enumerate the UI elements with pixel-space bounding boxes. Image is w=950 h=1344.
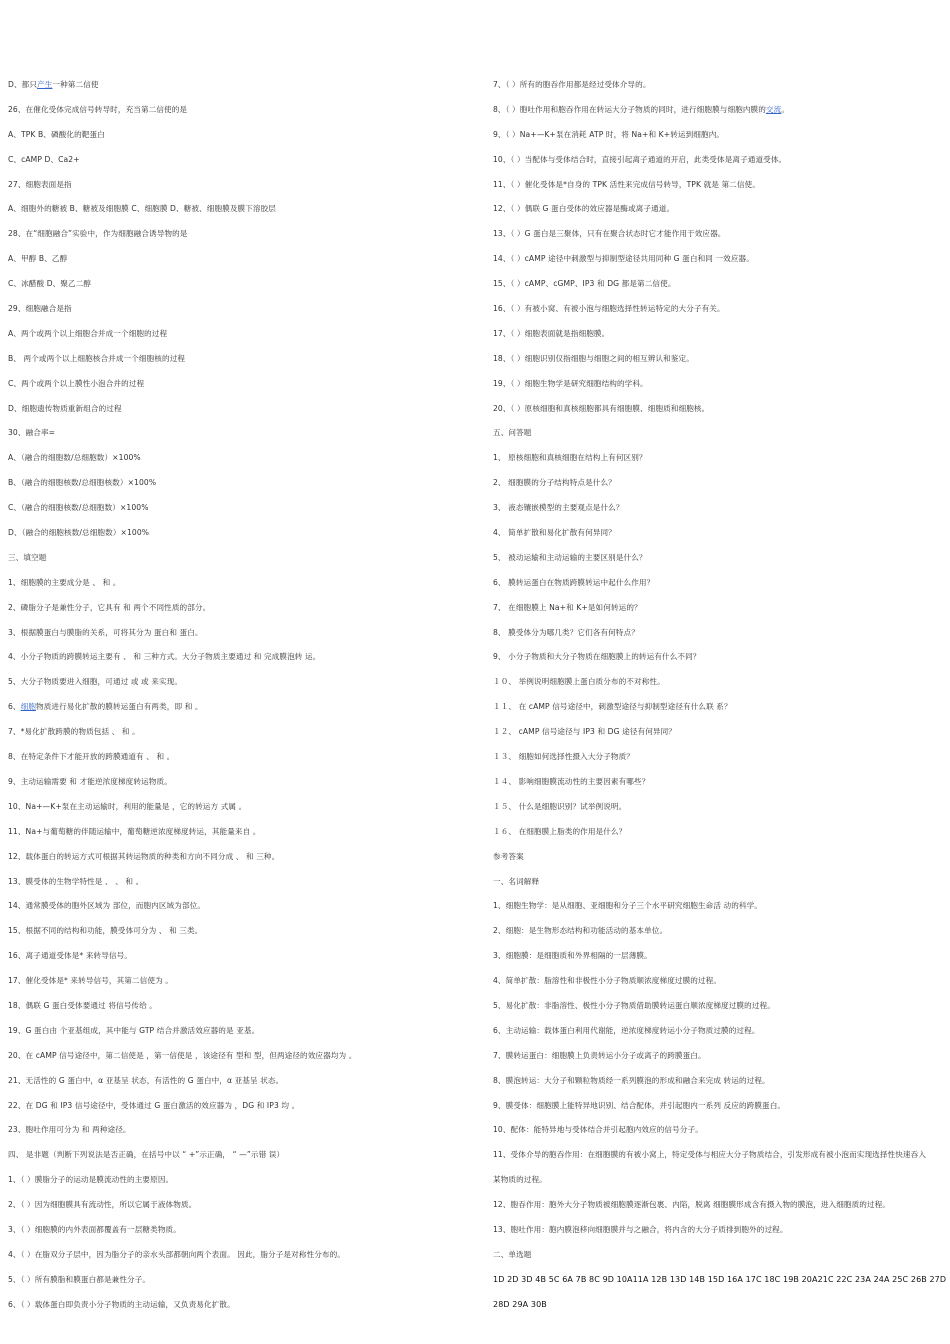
text-line	[493, 1221, 945, 1246]
line-text: 五、问答题	[493, 428, 532, 438]
line-text: 11、受体介导的胞吞作用：在细胞膜的有被小窝上，特定受体与相应大分子物质结合，引发形成有被小泡而实现选择性快速吞入	[493, 1150, 927, 1160]
line-text: 19、（ ）细胞生物学是研究细胞结构的学科。	[493, 378, 648, 388]
text-line	[8, 1047, 470, 1072]
text-line	[493, 424, 945, 449]
line-text: 9、 小分子物质和大分子物质在细胞膜上的转运有什么不同？	[493, 652, 701, 662]
line-text: 28D 29A 30B	[493, 1299, 547, 1309]
text-line	[493, 474, 945, 499]
text-line	[8, 574, 470, 599]
inline-link[interactable]: 产生	[37, 80, 53, 89]
line-text: 8、（ ）胞吐作用和胞吞作用在转运大分子物质的同时，进行细胞膜与细胞内膜的	[493, 104, 766, 114]
text-line	[493, 549, 945, 574]
text-line	[8, 499, 470, 524]
text-line	[493, 1121, 945, 1146]
line-text: 11、Na+与葡萄糖的伴随运输中，葡萄糖逆浓度梯度转运，其能量来自 。	[8, 826, 261, 836]
line-text: 4、简单扩散：脂溶性和非极性小分子物质顺浓度梯度过膜的过程。	[493, 976, 722, 986]
text-line	[493, 524, 945, 549]
line-text: 8、膜泡转运：大分子和颗粒物质经一系列膜泡的形成和融合来完成 转运的过程。	[493, 1075, 770, 1085]
line-text: 10、（ ）当配体与受体结合时，直接引起离子通道的开启，此类受体是离子通道受体。	[493, 154, 787, 164]
line-text: 13、（ ）G 蛋白是三聚体，只有在聚合状态时它才能作用于效应器。	[493, 229, 726, 239]
line-text: 17、（ ）细胞表面就是指细胞膜。	[493, 328, 610, 338]
line-text: C、cAMP D、Ca2+	[8, 154, 80, 164]
text-line	[8, 1246, 470, 1271]
line-text: 6、	[8, 702, 21, 712]
line-text: 5、易化扩散：非脂溶性、极性小分子物质借助膜转运蛋白顺浓度梯度过膜的过程。	[493, 1000, 775, 1010]
line-text: D、都只	[8, 80, 38, 89]
text-line	[8, 773, 470, 798]
line-text: 1、（ ）膜脂分子的运动是膜流动性的主要原因。	[8, 1175, 174, 1185]
text-line	[493, 300, 945, 325]
text-line	[8, 474, 470, 499]
text-line	[493, 823, 945, 848]
text-line	[493, 1271, 945, 1296]
line-text: 7、*易化扩散跨膜的物质包括 、 和 。	[8, 727, 140, 737]
line-text: 22、在 DG 和 IP3 信号途径中，受体通过 G 蛋白激活的效应器为 ，DG 和 IP3 均 。	[8, 1100, 300, 1110]
text-line	[8, 1171, 470, 1196]
line-text: 28、在“细胞融合”实验中，作为细胞融合诱导物的是	[8, 229, 188, 239]
text-line	[493, 499, 945, 524]
line-text: １０、 举例说明细胞膜上蛋白质分布的不对称性。	[493, 677, 665, 687]
text-line	[493, 897, 945, 922]
text-line	[8, 698, 470, 723]
line-text: C、冰醋酸 D、聚乙二醇	[8, 279, 92, 289]
text-line	[493, 922, 945, 947]
line-text: 10、Na+—K+泵在主动运输时，利用的能量是 ，它的转运方 式属 。	[8, 801, 247, 811]
text-line	[8, 997, 470, 1022]
text-line	[8, 1296, 470, 1321]
line-text: A、细胞外的糖被 B、糖被及细胞膜 C、细胞膜 D、糖被、细胞膜及膜下溶胶层	[8, 204, 276, 214]
text-line	[8, 648, 470, 673]
text-line	[8, 748, 470, 773]
line-text: 16、（ ）有被小窝、有被小泡与细胞选择性转运特定的大分子有关。	[493, 304, 725, 314]
text-line	[8, 947, 470, 972]
text-line	[493, 101, 945, 126]
text-line	[493, 698, 945, 723]
line-text: 3、根据膜蛋白与膜脂的关系，可将其分为 蛋白和 蛋白。	[8, 627, 203, 637]
line-text: 18、偶联 G 蛋白受体要通过 将信号传给 。	[8, 1000, 158, 1010]
text-line	[493, 1246, 945, 1271]
line-text: 5、 被动运输和主动运输的主要区别是什么？	[493, 552, 647, 562]
line-text: 20、在 cAMP 信号途径中，第二信使是 ，第一信使是 ，该途径有 型和 型，但两途径的效应器均为 。	[8, 1050, 357, 1060]
line-text: 6、主动运输：载体蛋白利用代谢能，逆浓度梯度转运小分子物质过膜的过程。	[493, 1025, 760, 1035]
text-line	[493, 151, 945, 176]
line-text: 四、 是非题（判断下列说法是否正确，在括号中以 “ +”示正确， “ —”示错 误）	[8, 1150, 285, 1160]
text-line	[8, 400, 470, 425]
line-text: 2、磷脂分子是兼性分子，它具有 和 两个不同性质的部分。	[8, 602, 211, 612]
text-line	[493, 325, 945, 350]
line-text: 1、细胞膜的主要成分是 、 和 。	[8, 577, 121, 587]
line-text: 11、（ ）催化受体是*自身的 TPK 活性来完成信号转导，TPK 就是 第二信使。	[493, 179, 760, 189]
line-text: 18、（ ）细胞识别仅指细胞与细胞之间的相互辨认和鉴定。	[493, 353, 694, 363]
line-text: 27、细胞表面是指	[8, 179, 72, 189]
text-line	[493, 200, 945, 225]
line-text: 12、（ ）偶联 G 蛋白受体的效应器是酶或离子通道。	[493, 204, 675, 214]
line-text: 10、配体：能特异地与受体结合并引起胞内效应的信号分子。	[493, 1125, 703, 1135]
text-line	[8, 549, 470, 574]
text-line	[8, 151, 470, 176]
text-line	[8, 449, 470, 474]
text-line	[8, 1121, 470, 1146]
line-text: 14、（ ）cAMP 途径中刺激型与抑制型途径共用同种 G 蛋白和同 一效应器。	[493, 254, 754, 264]
line-text: 7、 在细胞膜上 Na+和 K+是如何转运的？	[493, 602, 642, 612]
text-line	[8, 200, 470, 225]
line-text: 8、 膜受体分为哪几类？它们各有何特点？	[493, 627, 639, 637]
line-text: １４、 影响细胞膜流动性的主要因素有哪些？	[493, 776, 650, 786]
line-text: C、两个或两个以上膜性小泡合并的过程	[8, 378, 145, 388]
text-line	[493, 1022, 945, 1047]
text-line	[8, 1271, 470, 1296]
line-text-tail: 物质进行易化扩散的膜转运蛋白有两类，即 和 。	[36, 702, 203, 712]
text-line	[493, 76, 945, 101]
text-line	[8, 375, 470, 400]
text-line	[8, 1146, 470, 1171]
line-text: C、（融合的细胞核数/总细胞数）×100%	[8, 503, 149, 513]
text-line	[8, 424, 470, 449]
text-line	[8, 300, 470, 325]
line-text: 9、主动运输需要 和 才能逆浓度梯度转运物质。	[8, 776, 172, 786]
line-text: 1、细胞生物学：是从细胞、亚细胞和分子三个水平研究细胞生命活 动的科学。	[493, 901, 763, 911]
line-text: 23、胞吐作用可分为 和 两种途径。	[8, 1125, 131, 1135]
line-text: 12、载体蛋白的转运方式可根据其转运物质的种类和方向不同分成 、 和 三种。	[8, 851, 280, 861]
line-text: 2、（ ）因为细胞膜具有流动性，所以它属于液体物质。	[8, 1200, 197, 1210]
line-text: １６、 在细胞膜上脂类的作用是什么？	[493, 826, 627, 836]
text-line	[493, 723, 945, 748]
text-line	[8, 225, 470, 250]
line-text: 29、细胞融合是指	[8, 304, 72, 314]
text-line	[8, 873, 470, 898]
text-line	[493, 1196, 945, 1221]
inline-link[interactable]: 细胞	[20, 702, 37, 712]
line-text: 4、 简单扩散和易化扩散有何异同？	[493, 528, 616, 538]
text-line	[493, 748, 945, 773]
text-line	[8, 848, 470, 873]
line-text: D、（融合的细胞核数/总细胞数）×100%	[8, 528, 150, 538]
line-text: 14、通常膜受体的胞外区域为 部位，而胞内区域为部位。	[8, 901, 206, 911]
text-line	[8, 972, 470, 997]
line-text: B、（融合的细胞核数/总细胞核数）×100%	[8, 478, 157, 488]
text-line	[8, 922, 470, 947]
line-text: 参考答案	[493, 851, 524, 861]
line-text: 13、膜受体的生物学特性是 、 、 和 。	[8, 876, 144, 886]
text-line	[493, 848, 945, 873]
line-text: 2、细胞：是生物形态结构和功能活动的基本单位。	[493, 926, 668, 936]
line-text: 7、膜转运蛋白：细胞膜上负责转运小分子或离子的跨膜蛋白。	[493, 1050, 706, 1060]
text-line	[493, 126, 945, 151]
text-line	[493, 574, 945, 599]
text-line	[493, 1072, 945, 1097]
text-line	[8, 176, 470, 201]
line-text: 13、胞吐作用：胞内膜泡移向细胞膜并与之融合，将内含的大分子质排到胞外的过程。	[493, 1224, 788, 1234]
text-line	[493, 275, 945, 300]
line-text: 16、离子通道受体是* 来转导信号。	[8, 951, 132, 961]
text-line	[8, 1196, 470, 1221]
text-line	[493, 773, 945, 798]
line-text: B、 两个或两个以上细胞核合并成一个细胞核的过程	[8, 353, 186, 363]
line-text: 8、在特定条件下才能开放的跨膜通道有 、 和 。	[8, 752, 175, 762]
line-text: 6、 膜转运蛋白在物质跨膜转运中起什么作用？	[493, 577, 655, 587]
text-line	[493, 1146, 945, 1171]
line-text: A、（融合的细胞数/总细胞数）×100%	[8, 453, 141, 463]
line-text: 5、（ ）所有膜脂和膜蛋白都是兼性分子。	[8, 1274, 151, 1284]
line-text: 21、无活性的 G 蛋白中，α 亚基呈 状态，有活性的 G 蛋白中，α 亚基呈 状态。	[8, 1075, 284, 1085]
line-text: 20、（ ）原核细胞和真核细胞都具有细胞膜、细胞质和细胞核。	[493, 403, 710, 413]
line-text: 二、单选题	[493, 1249, 532, 1259]
text-line	[493, 225, 945, 250]
text-line	[8, 823, 470, 848]
line-text: 三、填空题	[8, 552, 47, 562]
text-line	[8, 1221, 470, 1246]
text-line	[8, 599, 470, 624]
text-line	[493, 1296, 945, 1321]
line-text: A、甲醇 B、乙醇	[8, 254, 68, 264]
line-text-tail: 一种第二信使	[52, 80, 99, 89]
line-text: 2、 细胞膜的分子结构特点是什么？	[493, 478, 616, 488]
text-line	[493, 997, 945, 1022]
text-line	[493, 648, 945, 673]
line-text-tail: 。	[781, 104, 790, 114]
line-text: 17、催化受体是* 来转导信号，其第二信使为 。	[8, 976, 173, 986]
text-line	[8, 325, 470, 350]
text-line	[493, 947, 945, 972]
line-text: 3、（ ）细胞膜的内外表面都覆盖有一层糖类物质。	[8, 1224, 181, 1234]
text-line	[493, 375, 945, 400]
line-text: 一、名词解释	[493, 876, 540, 886]
text-line	[8, 76, 470, 101]
text-line	[8, 897, 470, 922]
text-line	[8, 1072, 470, 1097]
line-text: 26、在催化受体完成信号转导时，充当第二信使的是	[8, 104, 188, 114]
right-column	[493, 76, 945, 1321]
text-line	[8, 798, 470, 823]
text-line	[8, 524, 470, 549]
text-line	[8, 624, 470, 649]
line-text: 30、融合率=	[8, 428, 56, 438]
line-text: 5、大分子物质要进入细胞，可通过 或 或 来实现。	[8, 677, 183, 687]
line-text: D、细胞遗传物质重新组合的过程	[8, 403, 122, 413]
text-line	[8, 275, 470, 300]
text-line	[493, 1047, 945, 1072]
line-text: 12、胞吞作用：胞外大分子物质被细胞膜逐渐包裹、内陷，脱离 细胞膜形成含有摄入物的膜泡，进入细胞质的过程。	[493, 1200, 891, 1210]
line-text: A、TPK B、磷酸化的靶蛋白	[8, 129, 105, 139]
line-text: 某物质的过程。	[493, 1175, 547, 1185]
line-text: 9、膜受体：细胞膜上能特异地识别、结合配体，并引起胞内一系列 反应的跨膜蛋白。	[493, 1100, 786, 1110]
line-text: 3、细胞膜：是细胞质和外界相隔的一层薄膜。	[493, 951, 652, 961]
line-text: １１、 在 cAMP 信号途径中，刺激型途径与抑制型途径有什么联 系？	[493, 702, 732, 712]
line-text: 1、 原核细胞和真核细胞在结构上有何区别？	[493, 453, 647, 463]
line-text: １２、 cAMP 信号途径与 IP3 和 DG 途径有何异同？	[493, 727, 676, 737]
text-line	[8, 101, 470, 126]
line-text: １５、 什么是细胞识别？试举例说明。	[493, 801, 627, 811]
line-text: 19、G 蛋白由 个亚基组成，其中能与 GTP 结合并激活效应器的是 亚基。	[8, 1025, 260, 1035]
text-line	[8, 1022, 470, 1047]
line-text: 15、根据不同的结构和功能，膜受体可分为 、 和 三类。	[8, 926, 203, 936]
line-text: A、两个或两个以上细胞合并成一个细胞的过程	[8, 328, 168, 338]
text-line	[493, 176, 945, 201]
inline-link[interactable]: 交流	[765, 104, 782, 114]
line-text: 6、（ ）载体蛋白即负责小分子物质的主动运输，又负责易化扩散。	[8, 1299, 235, 1309]
text-line	[8, 350, 470, 375]
text-line	[493, 400, 945, 425]
text-line	[8, 723, 470, 748]
line-text: 4、（ ）在脂双分子层中，因为脂分子的亲水头部都朝向两个表面。 因此，脂分子是对称性分布的。	[8, 1249, 345, 1259]
text-line	[493, 350, 945, 375]
text-line	[8, 250, 470, 275]
text-line	[8, 673, 470, 698]
line-text: 3、 液态镶嵌模型的主要观点是什么？	[493, 503, 624, 513]
text-line	[493, 624, 945, 649]
line-text: 7、（ ）所有的胞吞作用都是经过受体介导的。	[493, 80, 651, 89]
text-line	[493, 250, 945, 275]
text-line	[493, 1097, 945, 1122]
text-line	[493, 798, 945, 823]
text-line	[493, 673, 945, 698]
left-column	[8, 76, 470, 1321]
text-line	[493, 972, 945, 997]
text-line	[493, 599, 945, 624]
text-line	[8, 126, 470, 151]
text-line	[493, 873, 945, 898]
line-text: 15、（ ）cAMP、cGMP、IP3 和 DG 都是第二信使。	[493, 279, 676, 289]
text-line	[8, 1097, 470, 1122]
text-line	[493, 1171, 945, 1196]
line-text: 9、（ ）Na+—K+泵在消耗 ATP 时，将 Na+和 K+转运到细胞内。	[493, 129, 725, 139]
text-line	[493, 449, 945, 474]
line-text: 1D 2D 3D 4B 5C 6A 7B 8C 9D 10A11A 12B 13D 14B 15D 16A 17C 18C 19B 20A21C 22C 23A 24A 25C 26B 27D	[493, 1274, 947, 1284]
line-text: 4、小分子物质的跨膜转运主要有 、 和 三种方式。大分子物质主要通过 和 完成膜泡转 运。	[8, 652, 321, 662]
line-text: １３、 细胞如何选择性摄入大分子物质？	[493, 752, 634, 762]
